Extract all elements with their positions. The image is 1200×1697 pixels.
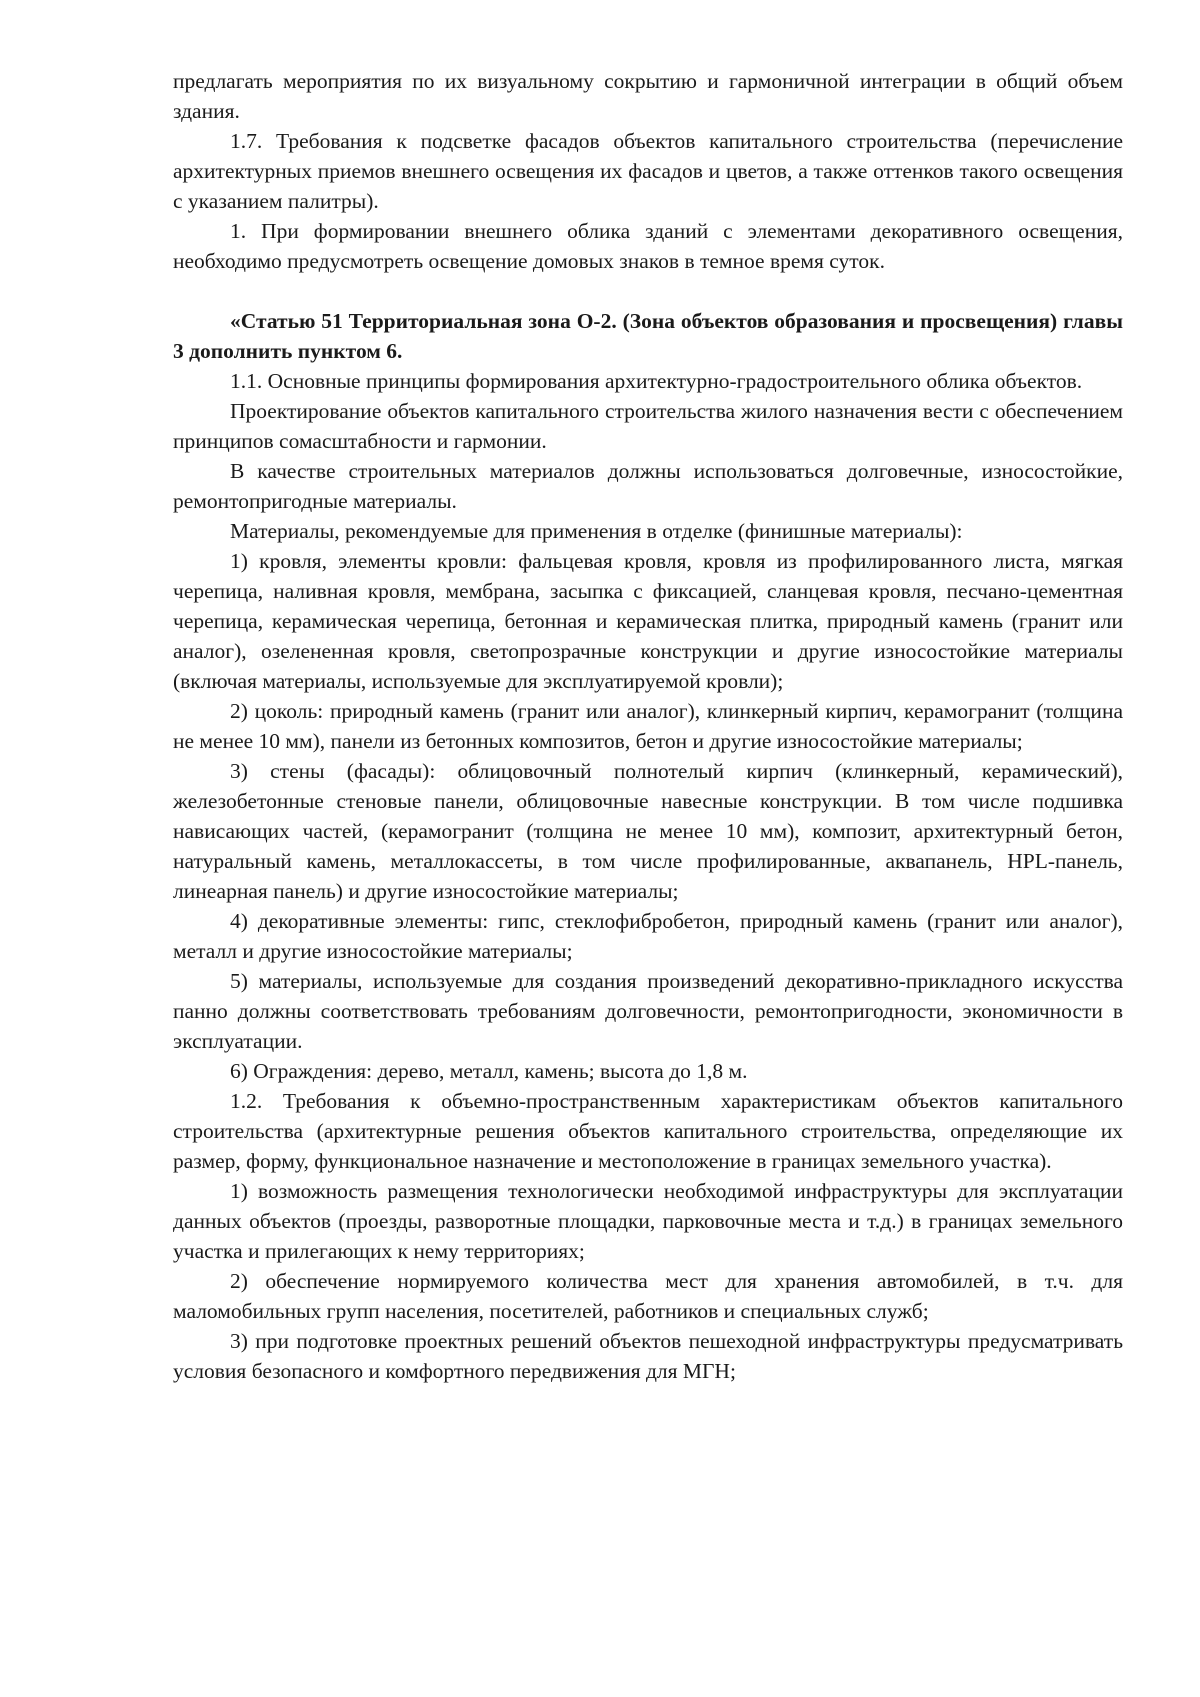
paragraph: 1.2. Требования к объемно-пространственным характеристикам объектов капитального строительства (архитектурные решения объектов капитального строительства, определяющие их размер, форму, функциональное назначение и местоположение в границах земельного участка). [173,1089,1123,1173]
paragraph: 1.1. Основные принципы формирования архитектурно-градостроительного облика объектов. [230,369,1083,393]
list-item: 2) цоколь: природный камень (гранит или аналог), клинкерный кирпич, керамогранит (толщина не менее 10 мм), панели из бетонных композитов, бетон и другие износостойкие материалы; [173,699,1123,753]
list-item: 5) материалы, используемые для создания произведений декоративно-прикладного искусства панно должны соответствовать требованиям долговечности, ремонтопригодности, экономичности в эксплуатации. [173,969,1123,1053]
paragraph: предлагать мероприятия по их визуальному сокрытию и гармоничной интеграции в общий объем здания. [173,69,1123,123]
list-item: 3) стены (фасады): облицовочный полнотелый кирпич (клинкерный, керамический), железобетонные стеновые панели, облицовочные навесные конструкции. В том числе подшивка нависающих частей, (керамогранит (толщина не менее 10 мм), композит, архитектурный бетон, натуральный камень, металлокассеты, в том числе профилированные, аквапанель, HPL-панель, линеарная панель) и другие износостойкие материалы; [173,759,1123,903]
section-heading: «Статью 51 Территориальная зона О-2. (Зона объектов образования и просвещения) главы 3 дополнить пунктом 6. [173,309,1123,363]
list-item: 1) кровля, элементы кровли: фальцевая кровля, кровля из профилированного листа, мягкая черепица, наливная кровля, мембрана, засыпка с фиксацией, сланцевая кровля, песчано-цементная черепица, керамическая черепица, бетонная и керамическая плитка, природный камень (гранит или аналог), озелененная кровля, светопрозрачные конструкции и другие износостойкие материалы (включая материалы, используемые для эксплуатируемой кровли); [173,549,1123,693]
paragraph: Проектирование объектов капитального строительства жилого назначения вести с обеспечением принципов сомасштабности и гармонии. [173,399,1123,453]
paragraph: Материалы, рекомендуемые для применения в отделке (финишные материалы): [230,519,963,543]
paragraph: 1. При формировании внешнего облика зданий с элементами декоративного освещения, необходимо предусмотреть освещение домовых знаков в темное время суток. [173,219,1123,273]
list-item: 1) возможность размещения технологически необходимой инфраструктуры для эксплуатации данных объектов (проезды, разворотные площадки, парковочные места и т.д.) в границах земельного участка и прилегающих к нему территориях; [173,1179,1123,1263]
list-item: 3) при подготовке проектных решений объектов пешеходной инфраструктуры предусматривать условия безопасного и комфортного передвижения для МГН; [173,1329,1123,1383]
document-page [173,66,1123,1386]
paragraph: 1.7. Требования к подсветке фасадов объектов капитального строительства (перечисление архитектурных приемов внешнего освещения их фасадов и цветов, а также оттенков такого освещения с указанием палитры). [173,129,1123,213]
list-item: 6) Ограждения: дерево, металл, камень; высота до 1,8 м. [230,1059,748,1083]
list-item: 2) обеспечение нормируемого количества мест для хранения автомобилей, в т.ч. для маломобильных групп населения, посетителей, работников и специальных служб; [173,1269,1123,1323]
list-item: 4) декоративные элементы: гипс, стеклофибробетон, природный камень (гранит или аналог), металл и другие износостойкие материалы; [173,909,1123,963]
paragraph: В качестве строительных материалов должны использоваться долговечные, износостойкие, ремонтопригодные материалы. [173,459,1123,513]
